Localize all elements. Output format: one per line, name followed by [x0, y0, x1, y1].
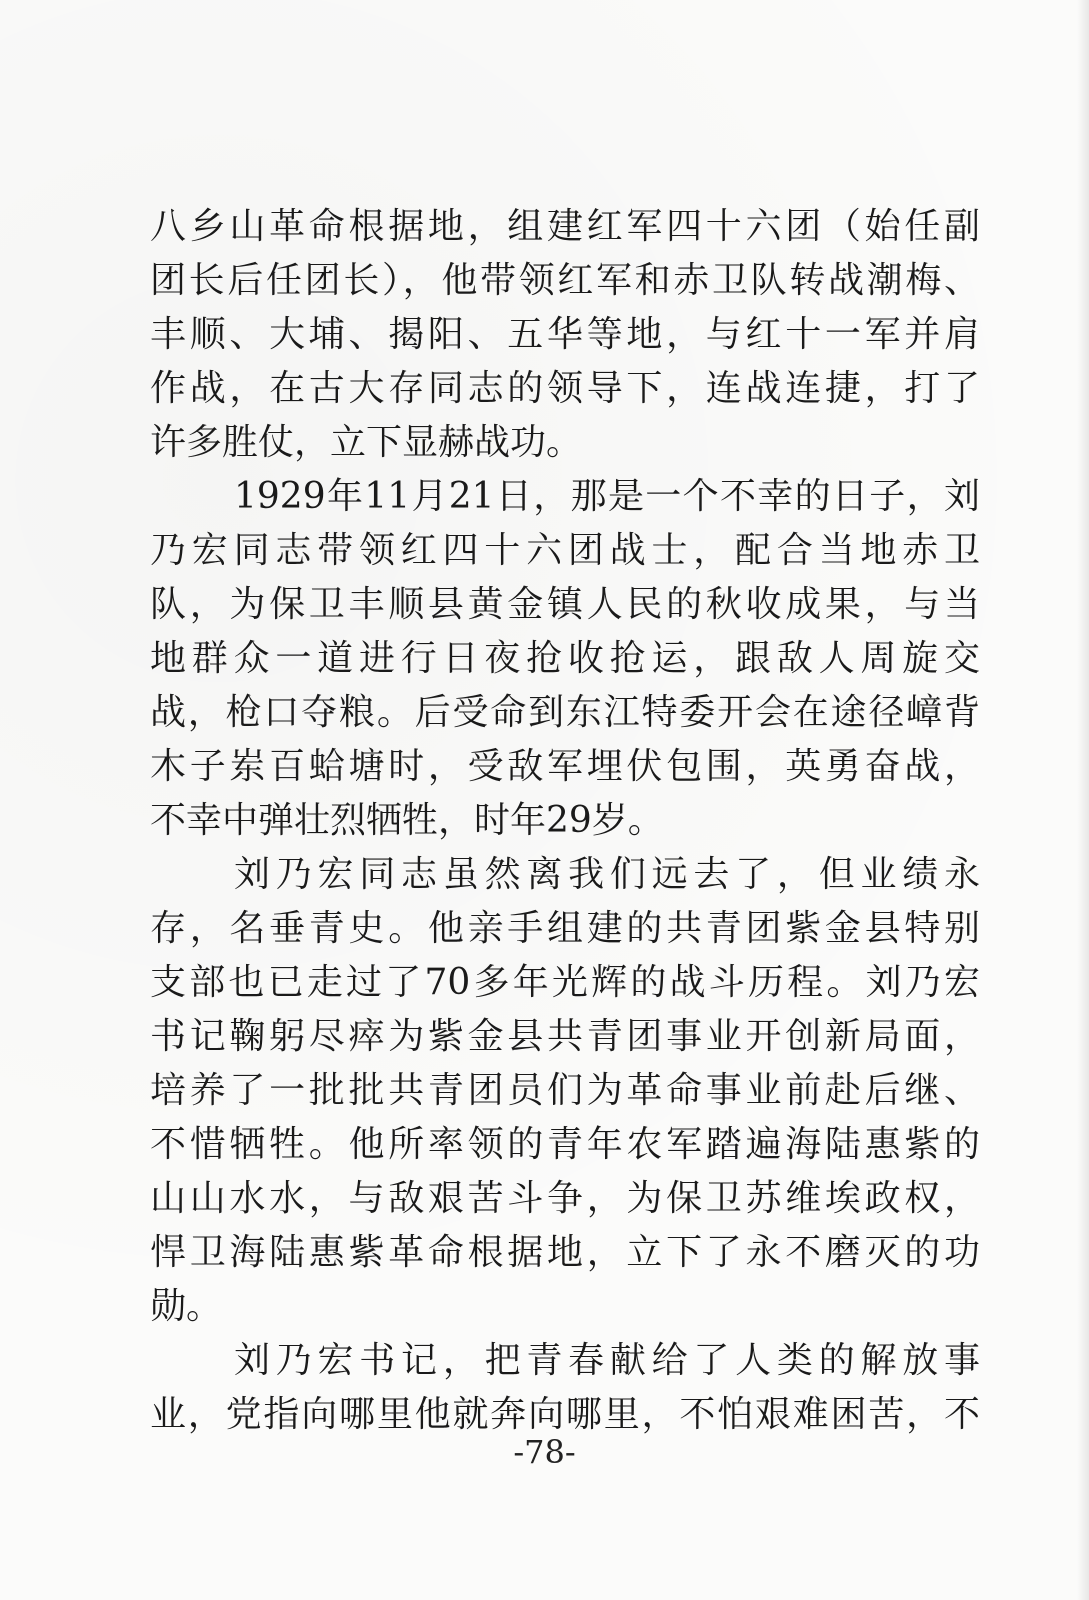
body-text	[150, 200, 980, 1442]
text-line: 1929年11月21日，那是一个不幸的日子，刘	[234, 476, 980, 517]
text-line: 存，名垂青史。他亲手组建的共青团紫金县特别	[150, 908, 980, 949]
text-line: 支部也已走过了70多年光辉的战斗历程。刘乃宏	[150, 962, 980, 1003]
text-line: 不惜牺牲。他所率领的青年农军踏遍海陆惠紫的	[150, 1124, 980, 1165]
text-line: 八乡山革命根据地，组建红军四十六团（始任副	[150, 206, 980, 247]
text-line: 团长后任团长），他带领红军和赤卫队转战潮梅、	[150, 260, 980, 301]
text-line: 丰顺、大埔、揭阳、五华等地，与红十一军并肩	[150, 314, 980, 355]
text-line: 业，党指向哪里他就奔向哪里，不怕艰难困苦，不	[150, 1394, 980, 1435]
text-line: 刘乃宏书记，把青春献给了人类的解放事	[234, 1340, 980, 1381]
page-edge-shadow	[1077, 0, 1089, 1600]
text-line: 作战，在古大存同志的领导下，连战连捷，打了	[150, 368, 980, 409]
text-line: 书记鞠躬尽瘁为紫金县共青团事业开创新局面，	[150, 1016, 980, 1057]
text-line: 不幸中弹壮烈牺牲，时年29岁。	[150, 800, 664, 841]
text-line: 刘乃宏同志虽然离我们远去了，但业绩永	[234, 854, 980, 895]
text-line: 地群众一道进行日夜抢收抢运，跟敌人周旋交	[150, 638, 980, 679]
page-number: -78-	[513, 1433, 576, 1471]
text-line: 队，为保卫丰顺县黄金镇人民的秋收成果，与当	[150, 584, 980, 625]
text-line: 悍卫海陆惠紫革命根据地，立下了永不磨灭的功	[150, 1232, 980, 1273]
text-line: 勋。	[150, 1286, 223, 1327]
text-line: 山山水水，与敌艰苦斗争，为保卫苏维埃政权，	[150, 1178, 980, 1219]
text-line: 木子岽百蛤塘时，受敌军埋伏包围，英勇奋战，	[150, 746, 980, 787]
text-line: 许多胜仗，立下显赫战功。	[150, 422, 583, 463]
text-line: 乃宏同志带领红四十六团战士，配合当地赤卫	[150, 530, 980, 571]
text-line: 战，枪口夺粮。后受命到东江特委开会在途径嶂背	[150, 692, 980, 733]
text-line: 培养了一批批共青团员们为革命事业前赴后继、	[150, 1070, 980, 1111]
